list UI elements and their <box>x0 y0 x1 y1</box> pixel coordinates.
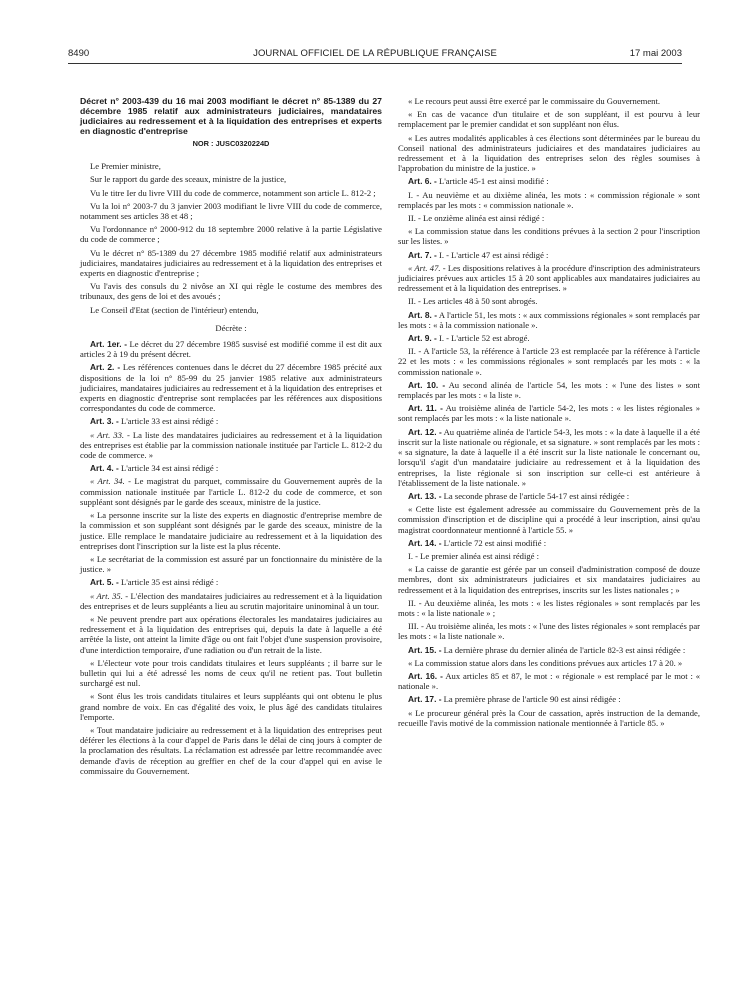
article-paragraph <box>398 333 700 343</box>
page-number: 8490 <box>68 48 90 59</box>
body-paragraph: « Le recours peut aussi être exercé par le commissaire du Gouvernement. <box>408 96 660 106</box>
body-paragraph: I. - Au neuvième et au dixième alinéa, les mots : « commission régionale » sont remplacés par les mots : « commission nationale ». <box>398 189 700 210</box>
right-column <box>398 96 700 731</box>
body-paragraph: « Tout mandataire judiciaire au redressement et à la liquidation des entreprises peut déférer les élections à la cour d'appel de Paris dans le délai de cinq jours à compter de la proclamation des résultats. La réclamation est adressée par lettre recommandée avec demande d'avis de réception au greffier en chef de la cour d'appel qui en avise le commissaire du Gouvernement. <box>80 724 382 776</box>
article-number: Art. 10. - <box>408 379 446 390</box>
article-number: Art. 11. - <box>408 403 443 414</box>
article-text: L'article 72 est ainsi modifié : <box>441 537 547 548</box>
article-paragraph <box>80 463 382 473</box>
quoted-article-label: « Art. 33. <box>90 429 125 440</box>
article-number: Art. 9. - <box>408 333 437 344</box>
article-text: La première phrase de l'article 90 est ainsi rédigée : <box>441 694 621 705</box>
article-text: Au quatrième alinéa de l'article 54-3, les mots : « la date à laquelle il a été inscrit sur la liste nationale ou régionale, et sa signature. » sont remplacés par les mots : « sa signature, la date à laquelle il a été inscrit sur la liste nationale le concernant ou, lorsqu'il s'agit d'un mandataire judiciaire au redressement et à la liquidation des entreprises, la liste régionale si son inscription sur celle-ci est antérieure à l'établissement de la liste nationale. » <box>398 426 700 488</box>
body-paragraph: « Le procureur général près la Cour de cassation, après instruction de la demande, recueille l'avis motivé de la commission nationale mentionnée à l'article 85. » <box>398 707 700 728</box>
article-text: I. - L'article 47 est ainsi rédigé : <box>436 249 549 260</box>
article-text: Au troisième alinéa de l'article 54-2, les mots : « les listes régionales » sont remplacés par les mots : « la liste nationale ». <box>398 403 700 424</box>
article-number: Art. 4. - <box>90 463 119 474</box>
article-text: Les références contenues dans le décret du 27 décembre 1985 précité aux dispositions de la loi n° 85-99 du 25 janvier 1985 relative aux administrateurs judiciaires, mandataires judiciaires au redressement et à la liquidation des entreprises et experts en diagnostic d'entreprise sont remplacées par les références aux dispositions correspondantes du code de commerce. <box>80 362 382 414</box>
article-number: Art. 5. - <box>90 577 119 588</box>
body-paragraph: Le Conseil d'Etat (section de l'intérieur) entendu, <box>90 304 259 315</box>
article-paragraph <box>398 250 700 260</box>
article-number: Art. 16. - <box>408 670 443 681</box>
body-paragraph: « Les autres modalités applicables à ces élections sont déterminées par le bureau du Conseil national des administrateurs judiciaires et des mandataires judiciaires au redressement et à la liquidation des entreprises selon des règles soumises à l'approbation du ministre de la justice. » <box>398 132 700 174</box>
article-text: L'article 35 est ainsi rédigé : <box>118 577 219 588</box>
article-paragraph <box>398 310 700 330</box>
quoted-article-label: « Art. 47. <box>408 262 441 273</box>
body-paragraph: Vu le titre Ier du livre VIII du code de commerce, notamment son article L. 812-2 ; <box>90 187 376 198</box>
article-paragraph <box>398 694 700 704</box>
article-number: Art. 12. - <box>408 426 442 437</box>
article-number: Art. 1er. - <box>90 339 128 350</box>
article-paragraph <box>80 362 382 413</box>
quoted-article-label: « Art. 35. <box>90 590 123 601</box>
article-number: Art. 17. - <box>408 694 442 705</box>
body-paragraph: « La personne inscrite sur la liste des experts en diagnostic d'entreprise membre de la commission et son suppléant sont désignés par le garde des sceaux, ministre de la justice. Elle remplace le mandataire judiciaire au redressement et à la liquidation des entreprises dont l'inscription sur la liste est la plus récente. <box>80 510 382 551</box>
header-rule <box>68 63 682 64</box>
article-number: Art. 6. - <box>408 176 437 187</box>
article-paragraph <box>398 380 700 400</box>
article-number: Art. 14. - <box>408 537 442 548</box>
body-paragraph: III. - Au troisième alinéa, les mots : « l'une des listes régionales » sont remplacés par les mots : « la liste nationale ». <box>398 621 700 642</box>
body-paragraph: Sur le rapport du garde des sceaux, ministre de la justice, <box>90 174 287 185</box>
body-paragraph: « La caisse de garantie est gérée par un conseil d'administration composé de douze membres, dont six administrateurs judiciaires et six mandataires judiciaires au redressement et à la liquidation des entreprises, inscrits sur les listes nationales ; » <box>398 564 700 595</box>
left-column <box>80 96 382 779</box>
decree-formula-text: Décrète : <box>215 322 247 333</box>
body-paragraph: II. - Le onzième alinéa est ainsi rédigé : <box>408 213 545 224</box>
article-paragraph <box>398 645 700 655</box>
body-paragraph: Vu l'avis des consuls du 2 nivôse an XI qui règle le costume des membres des tribunaux, des gens de loi et des avoués ; <box>80 281 382 302</box>
decree-title: Décret n° 2003-439 du 16 mai 2003 modifiant le décret n° 85-1389 du 27 décembre 1985 relatif aux administrateurs judiciaires, mandataires judiciaires au redressement et à la liquidation des entreprises et experts en diagnostic d'entreprise <box>80 96 382 136</box>
article-quote-paragraph <box>80 430 382 461</box>
article-number: Art. 8. - <box>408 309 438 320</box>
article-paragraph <box>80 577 382 587</box>
article-paragraph <box>398 403 700 423</box>
body-paragraph: II. - Au deuxième alinéa, les mots : « les listes régionales » sont remplacés par les mots : « la liste nationale » ; <box>398 597 700 618</box>
article-quote-paragraph <box>398 263 700 294</box>
article-text: La seconde phrase de l'article 54-17 est ainsi rédigée : <box>441 490 630 501</box>
article-number: Art. 13. - <box>408 490 442 501</box>
article-paragraph <box>80 339 382 359</box>
article-number: Art. 7. - <box>408 249 437 260</box>
article-number: Art. 3. - <box>90 416 119 427</box>
article-text: Aux articles 85 et 87, le mot : « régionale » est remplacé par le mot : « nationale ». <box>398 670 700 692</box>
issue-date: 17 mai 2003 <box>629 48 682 59</box>
article-paragraph <box>398 427 700 488</box>
article-number: Art. 15. - <box>408 644 442 655</box>
body-paragraph: II. - Les articles 48 à 50 sont abrogés. <box>408 296 538 307</box>
body-paragraph: II. - A l'article 53, la référence à l'article 23 est remplacée par la référence à l'article 22 et les mots : « les commissions régionales » sont remplacés par les mots : « la commission nationale ». <box>398 346 700 377</box>
article-paragraph <box>398 671 700 691</box>
article-text: L'article 34 est ainsi rédigé : <box>118 463 219 474</box>
body-paragraph: « Ne peuvent prendre part aux opérations électorales les mandataires judiciaires au redressement et à la liquidation des entreprises qui, depuis la date à laquelle a été arrêtée la liste, ont atteint la limite d'âge ou ont fait l'objet d'une suspension provisoire, d'une interdiction temporaire, d'une radiation ou d'un retrait de la liste. <box>80 613 382 655</box>
body-paragraph: « Sont élus les trois candidats titulaires et leurs suppléants qui ont obtenu le plus grand nombre de voix. En cas d'égalité des voix, le plus âgé des candidats titulaires l'emporte. <box>80 691 382 722</box>
article-text: La dernière phrase du dernier alinéa de l'article 82-3 est ainsi rédigée : <box>441 644 686 655</box>
body-paragraph: « Cette liste est également adressée au commissaire du Gouvernement près de la commission d'inscription et de discipline qui a procédé à leur inscription, ainsi qu'au magistrat coordonnateur mentionné à l'article 55. » <box>398 504 700 535</box>
body-paragraph: Vu le décret n° 85-1389 du 27 décembre 1985 modifié relatif aux administrateurs judiciaires, mandataires judiciaires au redressement et à la liquidation des entreprises et experts en diagnostic d'entreprise ; <box>80 247 382 279</box>
article-paragraph <box>398 491 700 501</box>
article-text: Au second alinéa de l'article 54, les mots : « l'une des listes » sont remplacés par les mots : « la liste ». <box>398 379 700 401</box>
page-header <box>68 48 682 62</box>
article-text: - Les dispositions relatives à la procédure d'inscription des administrateurs judiciaires prévues aux articles 15 à 20 sont applicables aux mandataires judiciaires au redressement et à la liquidation des entreprises. » <box>398 262 701 294</box>
article-paragraph <box>80 416 382 426</box>
article-text: Le décret du 27 décembre 1985 susvisé est modifié comme il est dit aux articles 2 à 19 du présent décret. <box>80 339 383 360</box>
body-paragraph: Le Premier ministre, <box>90 161 161 172</box>
article-text: A l'article 51, les mots : « aux commissions régionales » sont remplacés par les mots : « à la commission nationale ». <box>398 309 700 330</box>
body-paragraph: Vu la loi n° 2003-7 du 3 janvier 2003 modifiant le livre VIII du code de commerce, notamment ses articles 38 et 48 ; <box>80 200 382 222</box>
quoted-article-label: « Art. 34. <box>90 476 125 487</box>
article-text: L'article 33 est ainsi rédigé : <box>118 416 219 427</box>
article-text: - La liste des mandataires judiciaires au redressement et à la liquidation des entreprises est établie par la commission nationale instituée par l'article L. 812-2 du code de commerce. » <box>80 429 382 461</box>
article-paragraph <box>398 176 700 186</box>
body-paragraph: Vu l'ordonnance n° 2000-912 du 18 septembre 2000 relative à la partie Législative du code de commerce ; <box>80 224 382 245</box>
nor-reference: NOR : JUSC0320224D <box>192 139 270 148</box>
article-text: - Le magistrat du parquet, commissaire du Gouvernement auprès de la commission nationale instituée par l'article L. 812-2 du code de commerce, et son suppléant sont désignés par le garde des sceaux, ministre de la justice. <box>80 476 383 507</box>
body-paragraph: I. - Le premier alinéa est ainsi rédigé : <box>408 550 539 561</box>
article-paragraph <box>398 538 700 548</box>
journal-title: JOURNAL OFFICIEL DE LA RÉPUBLIQUE FRANÇAISE <box>253 48 497 59</box>
decree-formula <box>80 323 382 333</box>
article-text: L'article 45-1 est ainsi modifié : <box>436 176 549 187</box>
article-text: I. - L'article 52 est abrogé. <box>436 333 530 344</box>
article-quote-paragraph <box>80 476 382 507</box>
article-number: Art. 2. - <box>90 362 121 373</box>
body-paragraph: « La commission statue dans les conditions prévues à la section 2 pour l'inscription sur les listes. » <box>398 226 700 247</box>
body-paragraph: « Le secrétariat de la commission est assuré par un fonctionnaire du ministère de la justice. » <box>80 553 382 575</box>
body-paragraph: « En cas de vacance d'un titulaire et de son suppléant, il est pourvu à leur remplacement par le premier candidat et son suppléant non élus. <box>398 109 700 130</box>
article-text: - L'élection des mandataires judiciaires au redressement et à la liquidation des entreprises et de leurs suppléants a lieu au scrutin majoritaire uninominal à un tour. <box>80 590 382 611</box>
body-paragraph: « L'électeur vote pour trois candidats titulaires et leurs suppléants ; il barre sur le bulletin qui lui a été adressé les noms de ceux qu'il ne retient pas. Tout bulletin surchargé est nul. <box>80 657 382 689</box>
body-paragraph: « La commission statue alors dans les conditions prévues aux articles 17 à 20. » <box>408 657 683 668</box>
article-quote-paragraph <box>80 591 382 611</box>
